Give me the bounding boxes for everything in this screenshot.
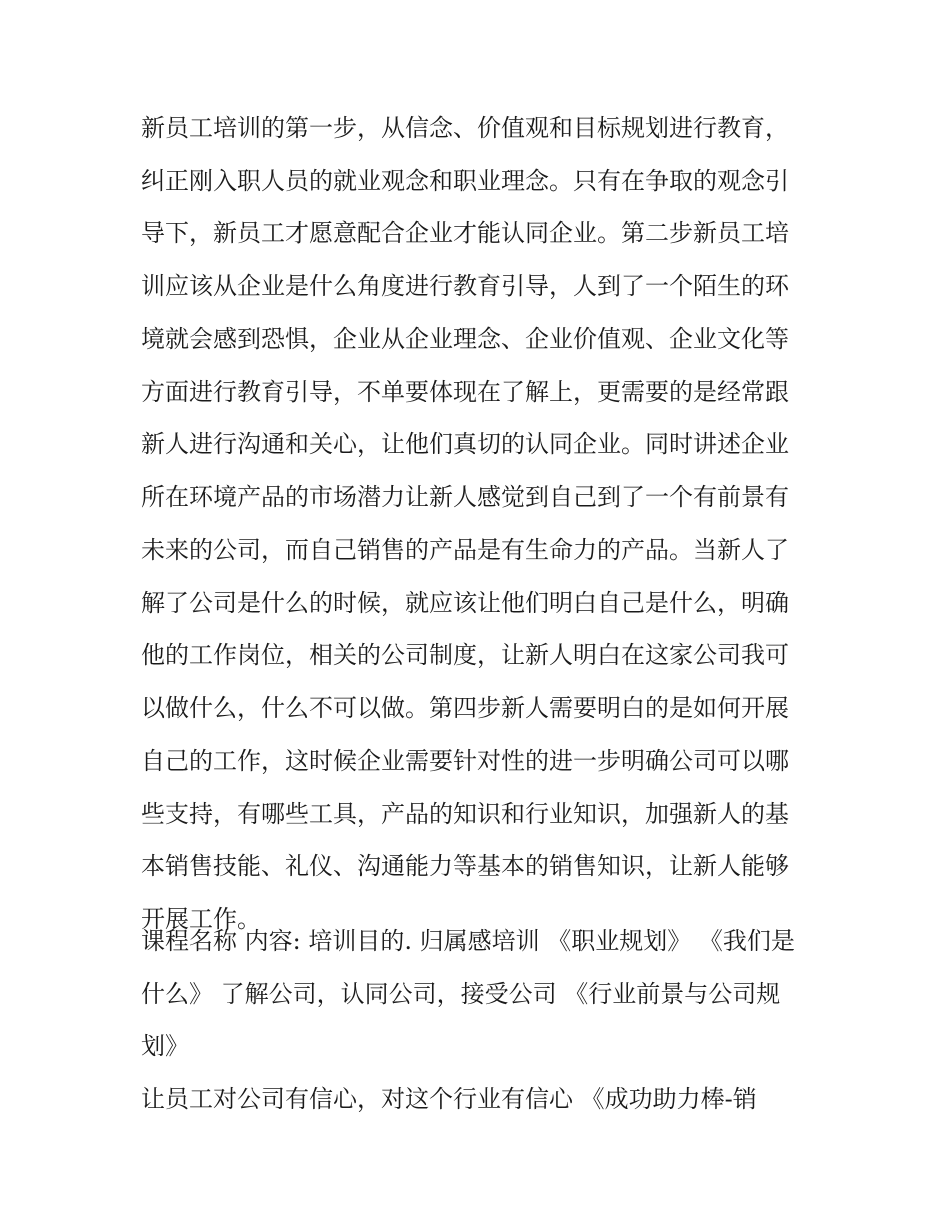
text-line: 些支持，有哪些工具，产品的知识和行业知识，加强新人的基 [141, 800, 789, 828]
text-line: 境就会感到恐惧，企业从企业理念、企业价值观、企业文化等 [141, 325, 789, 353]
text-line: 所在环境产品的市场潜力让新人感觉到自己到了一个有前景有 [141, 483, 789, 511]
text-line: 开展工作。 [141, 905, 261, 933]
text-line: 课程名称 内容: 培训目的. 归属感培训 《职业规划》 《我们是 [141, 927, 795, 955]
text-line: 解了公司是什么的时候，就应该让他们明白自己是什么，明确 [141, 589, 789, 617]
text-line: 让员工对公司有信心，对这个行业有信心 《成功助力棒-销 [141, 1085, 757, 1113]
text-line: 未来的公司，而自己销售的产品是有生命力的产品。当新人了 [141, 536, 789, 564]
text-line: 方面进行教育引导，不单要体现在了解上，更需要的是经常跟 [141, 378, 789, 406]
text-line: 他的工作岗位，相关的公司制度，让新人明白在这家公司我可 [141, 641, 789, 669]
text-line: 新员工培训的第一步，从信念、价值观和目标规划进行教育， [141, 114, 789, 142]
text-line: 什么》 了解公司，认同公司，接受公司 《行业前景与公司规 [141, 980, 781, 1008]
text-line: 新人进行沟通和关心，让他们真切的认同企业。同时讲述企业 [141, 430, 789, 458]
text-line: 以做什么，什么不可以做。第四步新人需要明白的是如何开展 [141, 694, 789, 722]
text-line: 自己的工作，这时候企业需要针对性的进一步明确公司可以哪 [141, 747, 789, 775]
text-line: 纠正刚入职人员的就业观念和职业理念。只有在争取的观念引 [141, 167, 789, 195]
text-line: 导下，新员工才愿意配合企业才能认同企业。第二步新员工培 [141, 219, 789, 247]
text-line: 训应该从企业是什么角度进行教育引导，人到了一个陌生的环 [141, 272, 789, 300]
text-line: 划》 [141, 1032, 189, 1060]
text-line: 本销售技能、礼仪、沟通能力等基本的销售知识，让新人能够 [141, 852, 789, 880]
